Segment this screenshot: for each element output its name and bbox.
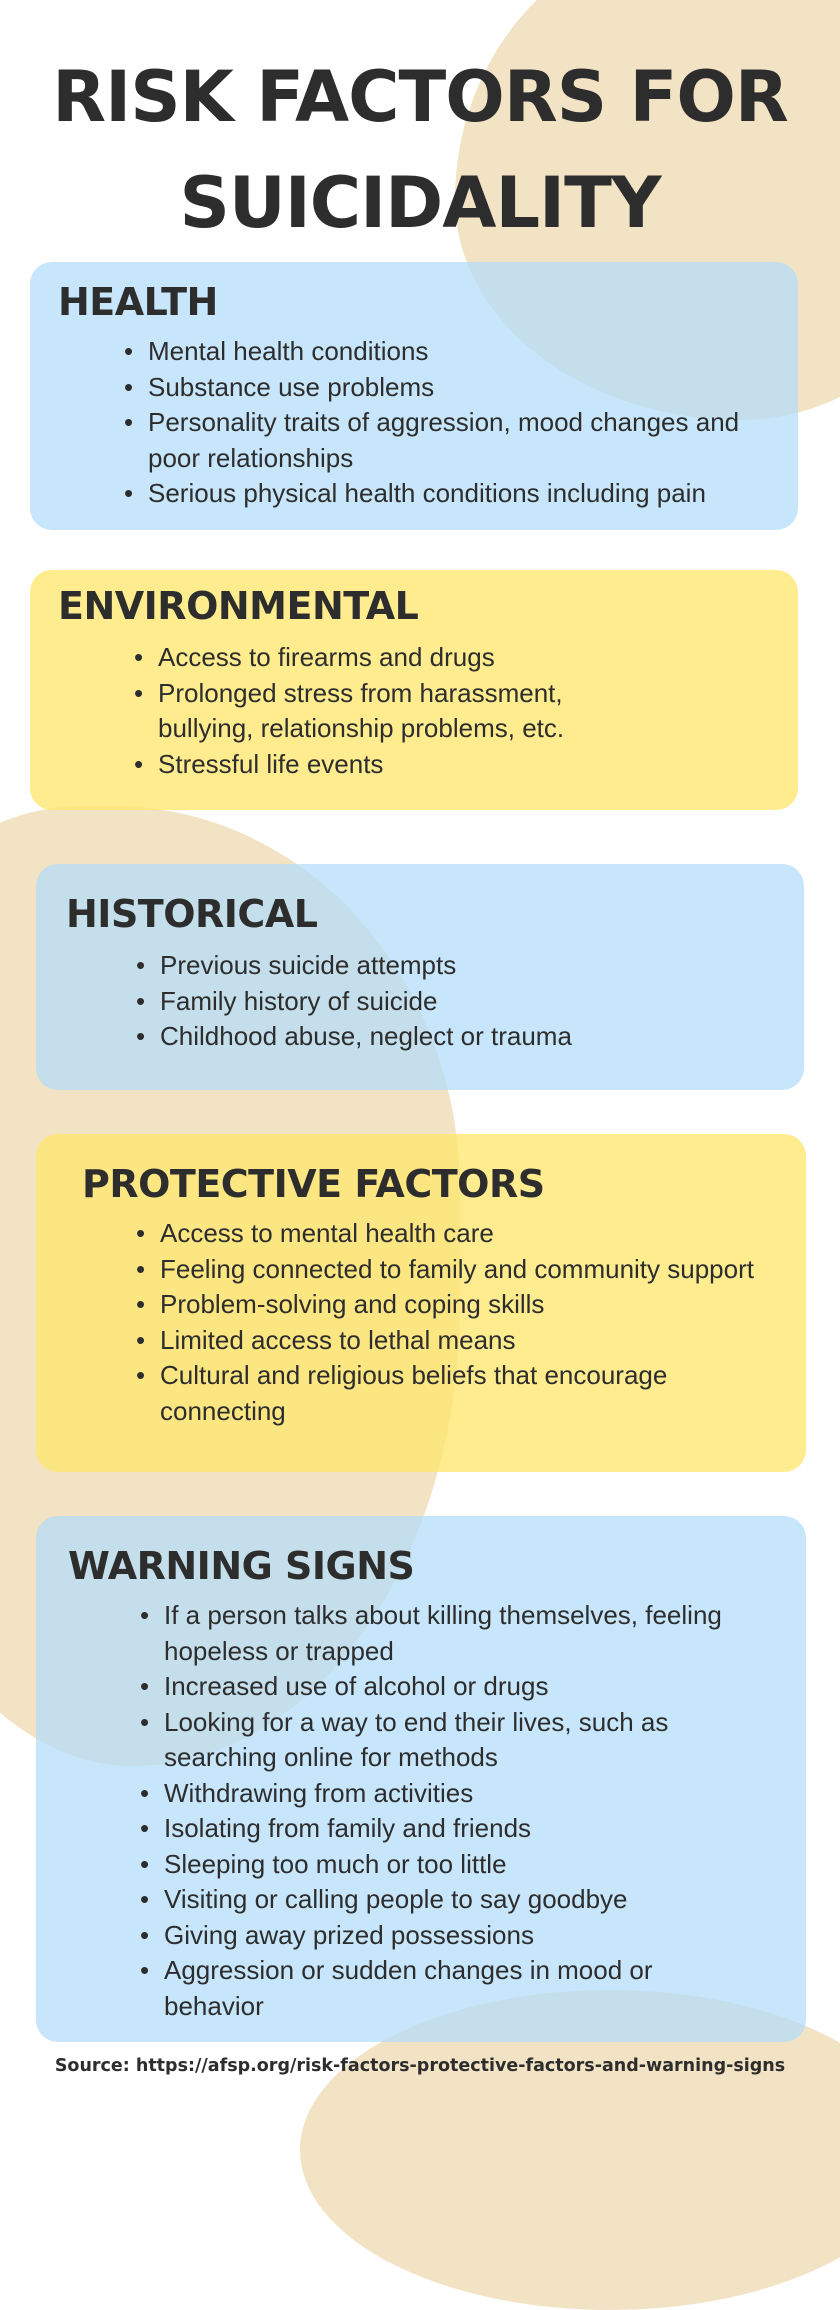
historical-heading: HISTORICAL — [66, 892, 318, 936]
list-item-text: Stressful life events — [158, 748, 384, 779]
bullet-icon: • — [124, 371, 134, 402]
list-item-text: hopeless or trapped — [164, 1635, 394, 1666]
bullet-icon: • — [140, 1777, 150, 1808]
bullet-icon: • — [140, 1955, 150, 1985]
environmental-list — [128, 640, 798, 782]
bullet-icon: • — [136, 1324, 146, 1355]
list-item — [130, 1323, 806, 1359]
bullet-icon: • — [136, 985, 146, 1016]
health-list — [118, 334, 798, 512]
bullet-icon: • — [140, 1919, 150, 1950]
list-item-text: bullying, relationship problems, etc. — [158, 713, 565, 743]
historical-list — [130, 948, 804, 1055]
list-item — [118, 476, 798, 512]
list-item-text: searching online for methods — [164, 1742, 498, 1772]
bullet-icon: • — [140, 1813, 150, 1843]
list-item-text: Feeling connected to family and community support — [160, 1253, 754, 1284]
list-item — [134, 1669, 806, 1705]
bullet-icon: • — [134, 677, 144, 708]
list-item-text: Personality traits of aggression, mood changes and — [148, 407, 740, 437]
list-item — [130, 1252, 806, 1288]
bullet-icon: • — [136, 1360, 146, 1390]
bullet-icon: • — [136, 1218, 146, 1248]
list-item-text: connecting — [160, 1395, 286, 1426]
list-item-text: Substance use problems — [148, 371, 435, 402]
list-item — [134, 1705, 806, 1776]
list-item — [118, 370, 798, 406]
list-item — [134, 1811, 806, 1847]
list-item-text: Family history of suicide — [160, 985, 438, 1016]
list-item-text: Isolating from family and friends — [164, 1813, 532, 1843]
list-item-text: Access to mental health care — [160, 1218, 494, 1248]
list-item — [130, 1287, 806, 1323]
page-title — [0, 44, 840, 256]
bullet-icon: • — [136, 950, 146, 980]
bullet-icon: • — [140, 1671, 150, 1701]
list-item — [130, 1216, 806, 1252]
bullet-icon: • — [140, 1884, 150, 1914]
list-item — [134, 1598, 806, 1669]
list-item — [128, 640, 798, 676]
list-item-text: Increased use of alcohol or drugs — [164, 1671, 549, 1701]
warning-signs-section — [36, 1516, 806, 2042]
list-item-text: Previous suicide attempts — [160, 950, 457, 980]
bullet-icon: • — [134, 748, 144, 779]
bullet-icon: • — [140, 1848, 150, 1879]
historical-section — [36, 864, 804, 1090]
list-item — [118, 334, 798, 370]
list-item-text: Aggression or sudden changes in mood or — [164, 1955, 653, 1985]
list-item-text: If a person talks about killing themselves, feeling — [164, 1600, 722, 1630]
list-item — [134, 1882, 806, 1918]
protective-factors-section — [36, 1134, 806, 1472]
protective-factors-heading: PROTECTIVE FACTORS — [82, 1162, 545, 1206]
page-title-line-1: RISK FACTORS FOR — [52, 56, 788, 138]
list-item — [118, 405, 798, 476]
list-item-text: Cultural and religious beliefs that encourage — [160, 1360, 668, 1390]
list-item-text: Access to firearms and drugs — [158, 642, 495, 672]
list-item-text: behavior — [164, 1990, 264, 2021]
list-item — [134, 1847, 806, 1883]
list-item-text: Looking for a way to end their lives, such as — [164, 1706, 669, 1737]
list-item — [134, 1776, 806, 1812]
list-item — [128, 676, 798, 747]
warning-signs-heading: WARNING SIGNS — [68, 1544, 415, 1588]
warning-signs-list — [134, 1598, 806, 2024]
health-heading: HEALTH — [58, 280, 218, 324]
list-item-text: Mental health conditions — [148, 336, 429, 366]
page-title-line-2: SUICIDALITY — [179, 162, 661, 244]
list-item — [130, 1019, 804, 1055]
list-item-text: Giving away prized possessions — [164, 1919, 534, 1950]
list-item-text: Sleeping too much or too little — [164, 1848, 507, 1879]
environmental-section — [30, 570, 798, 810]
bullet-icon: • — [124, 407, 134, 437]
protective-factors-list — [130, 1216, 806, 1429]
list-item — [130, 948, 804, 984]
list-item — [130, 1358, 806, 1429]
list-item-text: Visiting or calling people to say goodbye — [164, 1884, 628, 1914]
list-item — [130, 984, 804, 1020]
list-item-text: poor relationships — [148, 442, 354, 473]
bullet-icon: • — [124, 478, 134, 508]
bullet-icon: • — [136, 1021, 146, 1051]
list-item-text: Prolonged stress from harassment, — [158, 677, 563, 708]
source-citation: Source: https://afsp.org/risk-factors-protective-factors-and-warning-signs — [54, 2056, 786, 2076]
bullet-icon: • — [124, 336, 134, 366]
list-item — [128, 747, 798, 783]
list-item — [134, 1953, 806, 2024]
list-item-text: Childhood abuse, neglect or trauma — [160, 1021, 572, 1051]
bullet-icon: • — [140, 1600, 150, 1630]
bullet-icon: • — [136, 1289, 146, 1319]
list-item — [134, 1918, 806, 1954]
list-item-text: Problem-solving and coping skills — [160, 1289, 545, 1319]
bullet-icon: • — [140, 1706, 150, 1737]
health-section — [30, 262, 798, 530]
list-item-text: Limited access to lethal means — [160, 1324, 516, 1355]
list-item-text: Serious physical health conditions including pain — [148, 478, 706, 508]
environmental-heading: ENVIRONMENTAL — [58, 584, 419, 628]
bullet-icon: • — [134, 642, 144, 672]
bullet-icon: • — [136, 1253, 146, 1284]
list-item-text: Withdrawing from activities — [164, 1777, 474, 1808]
